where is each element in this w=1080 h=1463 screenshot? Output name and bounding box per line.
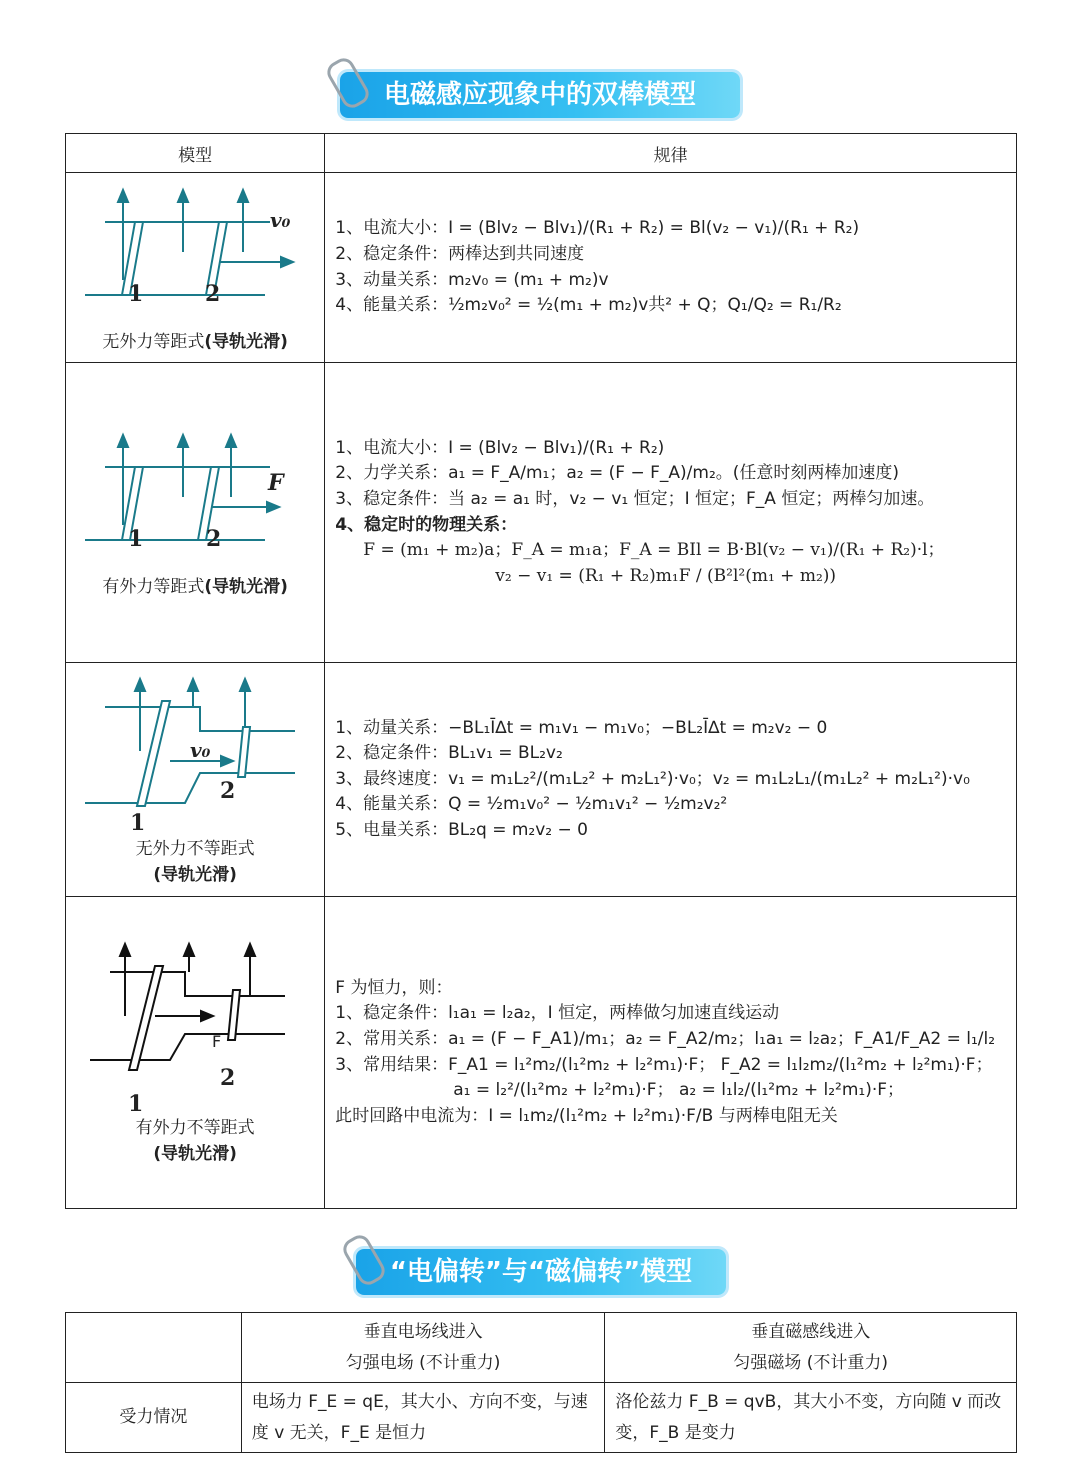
model-cell [66, 663, 325, 897]
model-caption: 无外力不等距式 [135, 839, 255, 859]
diagram-label-2: 2 [220, 1065, 236, 1091]
row-label: 受力情况 [66, 1383, 242, 1453]
rule-line: 2、力学关系：a₁ = F_A/m₁；a₂ = (F − F_A)/m₂。(任意时刻两棒加速度) [335, 463, 900, 484]
rod-diagram [85, 180, 305, 330]
diagram-label-1: 1 [128, 1091, 144, 1117]
table-row [66, 363, 1017, 663]
table-row [66, 1383, 1017, 1453]
rule-line: 4、稳定时的物理关系： [335, 514, 518, 535]
table-row [66, 173, 1017, 363]
header-line: 匀强磁场 (不计重力) [733, 1352, 889, 1373]
rule-line: a₁ = l₂²/(l₁²m₂ + l₂²m₁)·F； a₂ = l₁l₂/(l₁²m₂ + l₂²m₁)·F； [453, 1080, 905, 1101]
rule-line: 1、电流大小：I = (Blv₂ − Blv₁)/(R₁ + R₂) = Bl(v₂ − v₁)/(R₁ + R₂) [335, 218, 860, 239]
table-row [66, 1313, 1017, 1383]
rule-line: 5、电量关系：BL₂q = m₂v₂ − 0 [335, 819, 588, 840]
rod-diagram [85, 938, 305, 1088]
rule-line: 2、稳定条件：两棒达到共同速度 [335, 243, 585, 264]
rule-line: F 为恒力，则： [335, 977, 453, 998]
table-row [66, 663, 1017, 897]
rule-line: 3、稳定条件：当 a₂ = a₁ 时，v₂ − v₁ 恒定；I 恒定；F_A 恒定；两棒匀加速。 [335, 488, 935, 509]
rule-line: 4、能量关系：Q = ½m₁v₀² − ½m₁v₁² − ½m₂v₂² [335, 794, 728, 815]
column-header-rule: 规律 [325, 134, 1017, 173]
model-caption: 有外力等距式 [102, 576, 205, 597]
rule-line: 3、常用结果：F_A1 = l₁²m₂/(l₁²m₂ + l₂²m₁)·F； F_A2 = l₁l₂m₂/(l₁²m₂ + l₂²m₁)·F； [335, 1054, 993, 1075]
diagram-label-2: 2 [220, 778, 236, 804]
rule-line: 此时回路中电流为：I = l₁m₂/(l₁²m₂ + l₂²m₁)·F/B 与两棒电阻无关 [335, 1105, 838, 1126]
model-cell [66, 897, 325, 1209]
header-line: 垂直电场线进入 [363, 1321, 483, 1342]
model-cell [66, 173, 325, 363]
diagram-label-1: 1 [130, 810, 146, 836]
diagram-force-label: v₀ [270, 207, 291, 232]
section-banner [340, 72, 740, 118]
electric-force-cell: 电场力 F_E = qE，其大小、方向不变，与速度 v 无关，F_E 是恒力 [241, 1383, 605, 1453]
rule-line: 1、电流大小：I = (Blv₂ − Blv₁)/(R₁ + R₂) [335, 437, 665, 458]
paperclip-icon [323, 54, 372, 111]
rules-cell [325, 363, 1017, 663]
rule-line: 1、动量关系：−BL₁Ī∆t = m₁v₁ − m₁v₀；−BL₂Ī∆t = m₂v₂ − 0 [335, 717, 828, 738]
section-title: 电磁感应现象中的双棒模型 [383, 80, 696, 110]
paperclip-icon [339, 1231, 388, 1288]
diagram-label-1: 1 [128, 525, 144, 552]
rules-cell [325, 663, 1017, 897]
rule-line: 3、最终速度：v₁ = m₁L₂²/(m₁L₂² + m₂L₁²)·v₀；v₂ = m₁L₂L₁/(m₁L₂² + m₂L₁²)·v₀ [335, 768, 970, 789]
diagram-force-label: v₀ [190, 738, 211, 762]
rule-line: 3、动量关系：m₂v₀ = (m₁ + m₂)v [335, 269, 609, 290]
deflection-table [65, 1312, 1017, 1453]
model-caption-note: (导轨光滑) [153, 864, 237, 885]
diagram-label-2: 2 [205, 280, 221, 307]
model-caption-note: (导轨光滑) [204, 576, 288, 597]
section-title: “电偏转”与“磁偏转”模型 [389, 1257, 693, 1287]
corner-cell [66, 1313, 242, 1383]
diagram-label-2: 2 [206, 525, 222, 552]
double-rod-table [65, 133, 1017, 1209]
section-banner [356, 1249, 726, 1295]
model-caption: 有外力不等距式 [135, 1118, 255, 1138]
column-header-magnetic [605, 1313, 1017, 1383]
diagram-label-1: 1 [128, 280, 144, 307]
rules-cell [325, 173, 1017, 363]
rule-line: 1、稳定条件：l₁a₁ = l₂a₂，I 恒定，两棒做匀加速直线运动 [335, 1003, 780, 1024]
rules-cell [325, 897, 1017, 1209]
rule-line: 2、常用关系：a₁ = (F − F_A1)/m₁；a₂ = F_A2/m₂；l₁a₁ = l₂a₂；F_A1/F_A2 = l₁/l₂ [335, 1028, 996, 1049]
rod-diagram [85, 425, 305, 575]
model-cell [66, 363, 325, 663]
rule-line: 4、能量关系：½m₂v₀² = ½(m₁ + m₂)v共² + Q；Q₁/Q₂ = R₁/R₂ [335, 295, 842, 316]
rule-line: F = (m₁ + m₂)a；F_A = m₁a；F_A = BIl = B·Bl(v₂ − v₁)/(R₁ + R₂)·l； [363, 540, 945, 561]
diagram-force-label: F [268, 469, 284, 496]
header-line: 匀强电场 (不计重力) [345, 1352, 501, 1373]
diagram-force-label: F [212, 1032, 222, 1051]
rule-line: v₂ − v₁ = (R₁ + R₂)m₁F / (B²l²(m₁ + m₂)) [495, 565, 837, 586]
model-caption-note: (导轨光滑) [153, 1143, 237, 1164]
column-header-model: 模型 [66, 134, 325, 173]
magnetic-force-cell: 洛伦兹力 F_B = qvB，其大小不变，方向随 v 而改变，F_B 是变力 [605, 1383, 1017, 1453]
header-line: 垂直磁感线进入 [751, 1321, 871, 1342]
model-caption-note: (导轨光滑) [204, 331, 288, 352]
rule-line: 2、稳定条件：BL₁v₁ = BL₂v₂ [335, 743, 563, 764]
column-header-electric [241, 1313, 605, 1383]
table-row [66, 897, 1017, 1209]
model-caption: 无外力等距式 [102, 331, 205, 352]
